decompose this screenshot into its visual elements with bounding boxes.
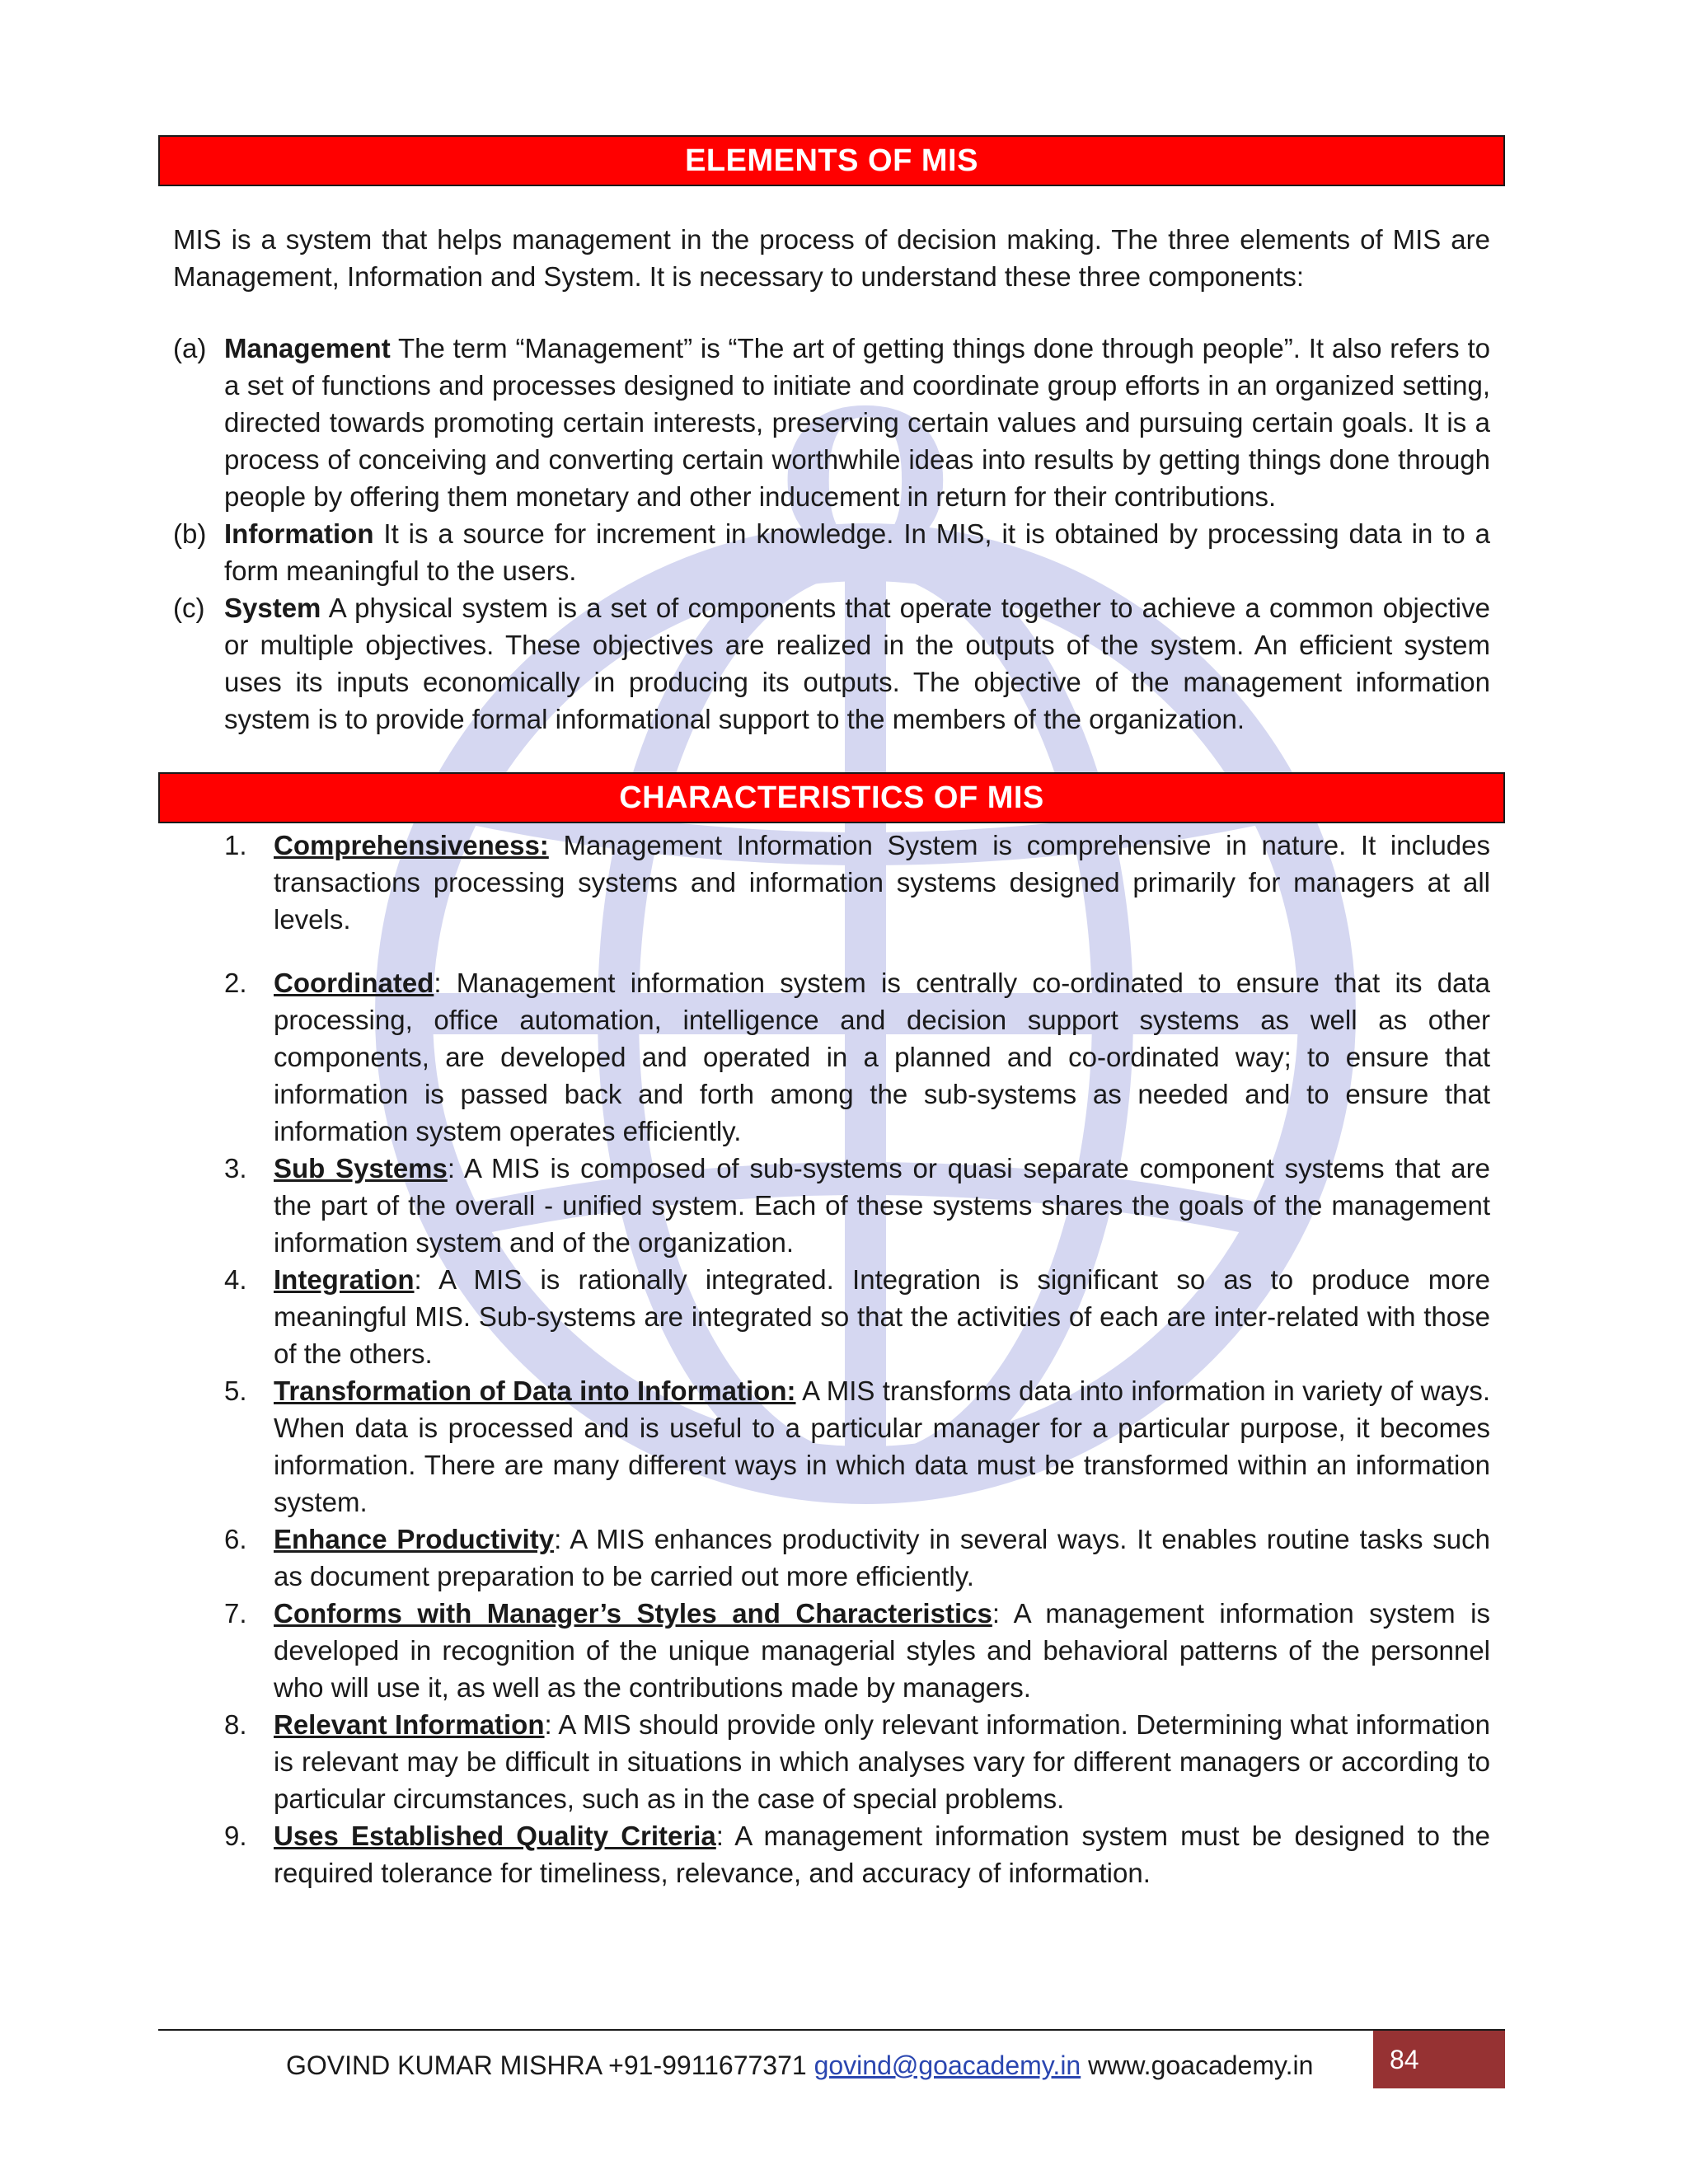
svg-text:O: O [779, 367, 952, 599]
list-item: 5. Transformation of Data into Information: A MIS transforms data into information in variety of ways. When data is processed and is useful to a particular manager for a particular purpose, it becomes information. There are many different ways in which data must be transformed within an information system. [224, 1376, 1490, 1517]
term: Conforms with Manager’s Styles and Characteristics [274, 1598, 992, 1629]
list-item: 1. Comprehensiveness: Management Information System is comprehensive in nature. It includes transactions processing systems and information systems designed primarily for managers at all levels. [224, 830, 1490, 935]
term: Enhance Productivity [274, 1524, 555, 1554]
characteristics-heading: CHARACTERISTICS OF MIS [158, 772, 1505, 823]
page-number: 84 [1373, 2031, 1505, 2088]
term: Information [224, 518, 374, 549]
footer-contact: GOVIND KUMAR MISHRA +91-9911677371 govind@goacademy.in www.goacademy.in [286, 2050, 1314, 2080]
term: Comprehensiveness: [274, 830, 549, 860]
term: Uses Established Quality Criteria [274, 1821, 716, 1851]
list-item: (a) Management The term “Management” is “The art of getting things done through people”. It also refers to a set of functions and processes designed to initiate and coordinate group efforts in an organized setting, directed towards promoting certain interests, preserving certain values and pursuing certain goals. It is a process of conceiving and converting certain worthwhile ideas into results by getting things done through people by offering them monetary and other inducement in return for their contributions. [173, 333, 1490, 512]
list-item: 6. Enhance Productivity: A MIS enhances productivity in several ways. It enables routine tasks such as document preparation to be carried out more efficiently. [224, 1524, 1490, 1591]
list-item: 3. Sub Systems: A MIS is composed of sub-systems or quasi separate component systems that are the part of the overall - unified system. Each of these systems shares the goals of the management information system and of the organization. [224, 1153, 1491, 1258]
term: Coordinated [274, 968, 434, 998]
elements-intro: MIS is a system that helps management in the process of decision making. The three elements of MIS are Management, Information and System. It is necessary to understand these three components: [173, 224, 1490, 292]
email-link[interactable]: govind@goacademy.in [814, 2050, 1081, 2080]
list-item: (b) Information It is a source for increment in knowledge. In MIS, it is obtained by processing data in to a form meaningful to the users. [173, 518, 1490, 586]
term: Integration [274, 1264, 415, 1295]
term: Management [224, 333, 391, 363]
list-item: 7. Conforms with Manager’s Styles and Characteristics: A management information system is developed in recognition of the unique managerial styles and behavioral patterns of the personnel who will use it, as well as the contributions made by managers. [224, 1598, 1490, 1703]
term: System [224, 593, 321, 623]
elements-list [173, 330, 1490, 738]
term: Sub Systems [274, 1153, 448, 1183]
list-item: 4. Integration: A MIS is rationally integrated. Integration is significant so as to produce more meaningful MIS. Sub-systems are integrated so that the activities of each are inter-related with those of the others. [224, 1264, 1490, 1369]
characteristics-list [224, 827, 1490, 1891]
list-item: (c) System A physical system is a set of components that operate together to achieve a common objective or multiple objectives. These objectives are realized in the outputs of the system. An efficient system uses its inputs economically in producing its outputs. The objective of the management information system is to provide formal informational support to the members of the organization. [173, 593, 1490, 734]
list-item: 2. Coordinated: Management information system is centrally co-ordinated to ensure that its data processing, office automation, intelligence and decision support systems as well as other components, are developed and operated in a planned and co-ordinated way; to ensure that information is passed back and forth among the sub-systems as needed and to ensure that information system operates efficiently. [224, 968, 1490, 1146]
list-item: 8. Relevant Information: A MIS should provide only relevant information. Determining what information is relevant may be difficult in situations in which analyses vary for different managers or according to particular circumstances, such as in the case of special problems. [224, 1709, 1491, 1814]
term: Relevant Information [274, 1709, 545, 1740]
elements-heading: ELEMENTS OF MIS [158, 135, 1505, 186]
list-item: 9. Uses Established Quality Criteria: A management information system must be designed to the required tolerance for timeliness, relevance, and accuracy of information. [224, 1821, 1490, 1888]
page-footer [158, 2029, 1505, 2088]
term: Transformation of Data into Information: [274, 1376, 796, 1406]
